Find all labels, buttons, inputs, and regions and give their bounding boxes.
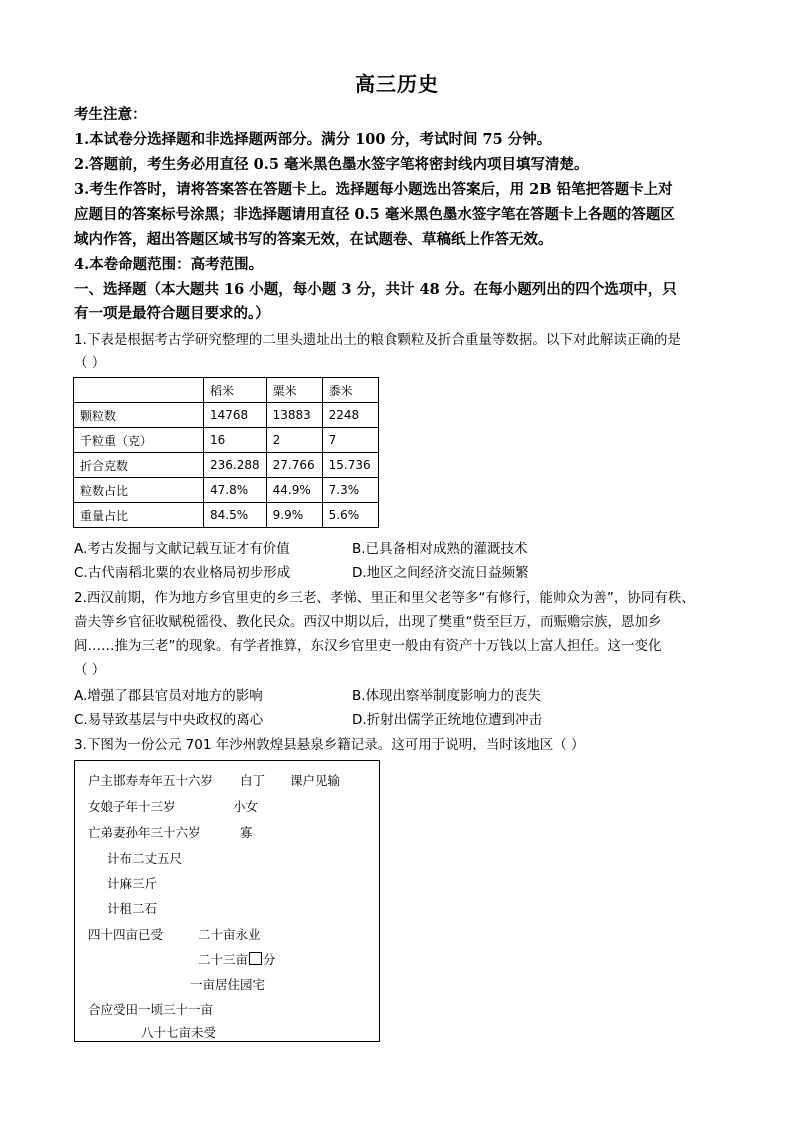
option-a[interactable]: A.增强了郡县官员对地方的影响	[74, 688, 263, 704]
table-cell: 5.6%	[322, 503, 378, 528]
option-b[interactable]: B.已具备相对成熟的灌溉技术	[352, 541, 528, 557]
table-cell: 7.3%	[322, 478, 378, 503]
table-row	[74, 478, 379, 503]
table-cell: 7	[322, 428, 378, 453]
table-cell: 粟米	[266, 378, 322, 403]
notice-line: 1.本试卷分选择题和非选择题两部分。满分 100 分，考试时间 75 分钟。	[74, 131, 552, 148]
table-cell: 黍米	[322, 378, 378, 403]
option-c[interactable]: C.古代南稻北粟的农业格局初步形成	[74, 565, 291, 581]
record-text: 计麻三斤	[107, 876, 158, 891]
section-heading: 一、选择题（本大题共 16 小题，每小题 3 分，共计 48 分。在每小题列出的四个选项中，只	[74, 281, 677, 298]
grain-data-table	[73, 377, 379, 528]
record-text: 分	[263, 952, 276, 967]
notice-line: 4.本卷命题范围：高考范围。	[74, 256, 264, 273]
question-3-stem: 3.下图为一份公元 701 年沙州敦煌县悬泉乡籍记录。这可用于说明，当时该地区（ ）	[74, 737, 585, 753]
table-header-row	[74, 378, 379, 403]
record-text: 四十四亩已受	[88, 927, 164, 942]
table-row	[74, 503, 379, 528]
record-text: 课户见输	[290, 773, 341, 788]
record-text: 二十亩永业	[198, 927, 261, 942]
notice-line: 应题目的答案标号涂黑；非选择题请用直径 0.5 毫米黑色墨水签字笔在答题卡上各题的答题区	[74, 206, 675, 223]
record-text: 八十七亩未受	[141, 1025, 217, 1040]
missing-character-box	[249, 952, 262, 965]
table-cell: 13883	[266, 403, 322, 428]
record-text: 合应受田一顷三十一亩	[88, 1002, 214, 1017]
table-cell: 84.5%	[204, 503, 267, 528]
table-cell: 重量占比	[74, 503, 204, 528]
record-text: 亡弟妻孙年三十六岁	[88, 825, 201, 840]
table-cell: 9.9%	[266, 503, 322, 528]
option-c[interactable]: C.易导致基层与中央政权的离心	[74, 712, 264, 728]
table-cell: 稻米	[204, 378, 267, 403]
record-text: 户主邯寿寿年五十六岁	[88, 773, 214, 788]
table-cell: 折合克数	[74, 453, 204, 478]
question-2-stem: 啬夫等乡官征收赋税徭役、教化民众。西汉中期以后，出现了樊重“赀至巨万，而赈赡宗族，恩加乡	[74, 614, 662, 630]
option-d[interactable]: D.折射出儒学正统地位遭到冲击	[352, 712, 543, 728]
table-cell: 2	[266, 428, 322, 453]
question-2-stem: 2.西汉前期，作为地方乡官里吏的乡三老、孝悌、里正和里父老等多“有修行，能帅众为善”，协同有秩、	[74, 590, 695, 606]
record-text: 一亩居住园宅	[190, 977, 266, 992]
record-text: 小女	[233, 799, 259, 814]
table-cell: 27.766	[266, 453, 322, 478]
question-1-blank: （ ）	[74, 355, 106, 371]
option-b[interactable]: B.体现出察举制度影响力的丧失	[352, 688, 542, 704]
table-cell: 千粒重（克）	[74, 428, 204, 453]
table-row	[74, 403, 379, 428]
table-cell: 粒数占比	[74, 478, 204, 503]
option-a[interactable]: A.考古发掘与文献记载互证才有价值	[74, 541, 290, 557]
table-cell: 14768	[204, 403, 267, 428]
notice-line: 域内作答，超出答题区域书写的答案无效，在试题卷、草稿纸上作答无效。	[74, 231, 553, 248]
table-cell: 236.288	[204, 453, 267, 478]
notice-line: 2.答题前，考生务必用直径 0.5 毫米黑色墨水签字笔将密封线内项目填写清楚。	[74, 156, 589, 173]
question-2-blank: （ ）	[74, 662, 106, 678]
record-text: 二十三亩	[198, 952, 249, 967]
page-title: 高三历史	[355, 72, 439, 96]
household-register-box	[74, 760, 380, 1042]
record-text: 寡	[240, 825, 253, 840]
table-cell: 2248	[322, 403, 378, 428]
question-1-stem: 1.下表是根据考古学研究整理的二里头遗址出土的粮食颗粒及折合重量等数据。以下对此解读正确的是	[74, 332, 681, 348]
option-d[interactable]: D.地区之间经济交流日益频繁	[352, 565, 529, 581]
section-heading: 有一项是最符合题目要求的。）	[74, 305, 270, 322]
notice-heading: 考生注意：	[74, 106, 147, 123]
notice-line: 3.考生作答时，请将答案答在答题卡上。选择题每小题选出答案后，用 2B 铅笔把答题卡上对	[74, 181, 673, 198]
table-cell: 15.736	[322, 453, 378, 478]
table-row	[74, 428, 379, 453]
table-cell: 44.9%	[266, 478, 322, 503]
question-2-stem: 闾……推为三老”的现象。有学者推算，东汉乡官里吏一般由有资产十万钱以上富人担任。这一变化	[74, 638, 662, 654]
record-text	[198, 950, 276, 968]
record-text: 白丁	[240, 773, 266, 788]
table-cell: 16	[204, 428, 267, 453]
table-cell: 颗粒数	[74, 403, 204, 428]
table-cell	[74, 378, 204, 403]
table-row	[74, 453, 379, 478]
record-text: 女娘子年十三岁	[88, 799, 176, 814]
record-text: 计布二丈五尺	[107, 851, 183, 866]
table-cell: 47.8%	[204, 478, 267, 503]
record-text: 计租二石	[107, 901, 158, 916]
